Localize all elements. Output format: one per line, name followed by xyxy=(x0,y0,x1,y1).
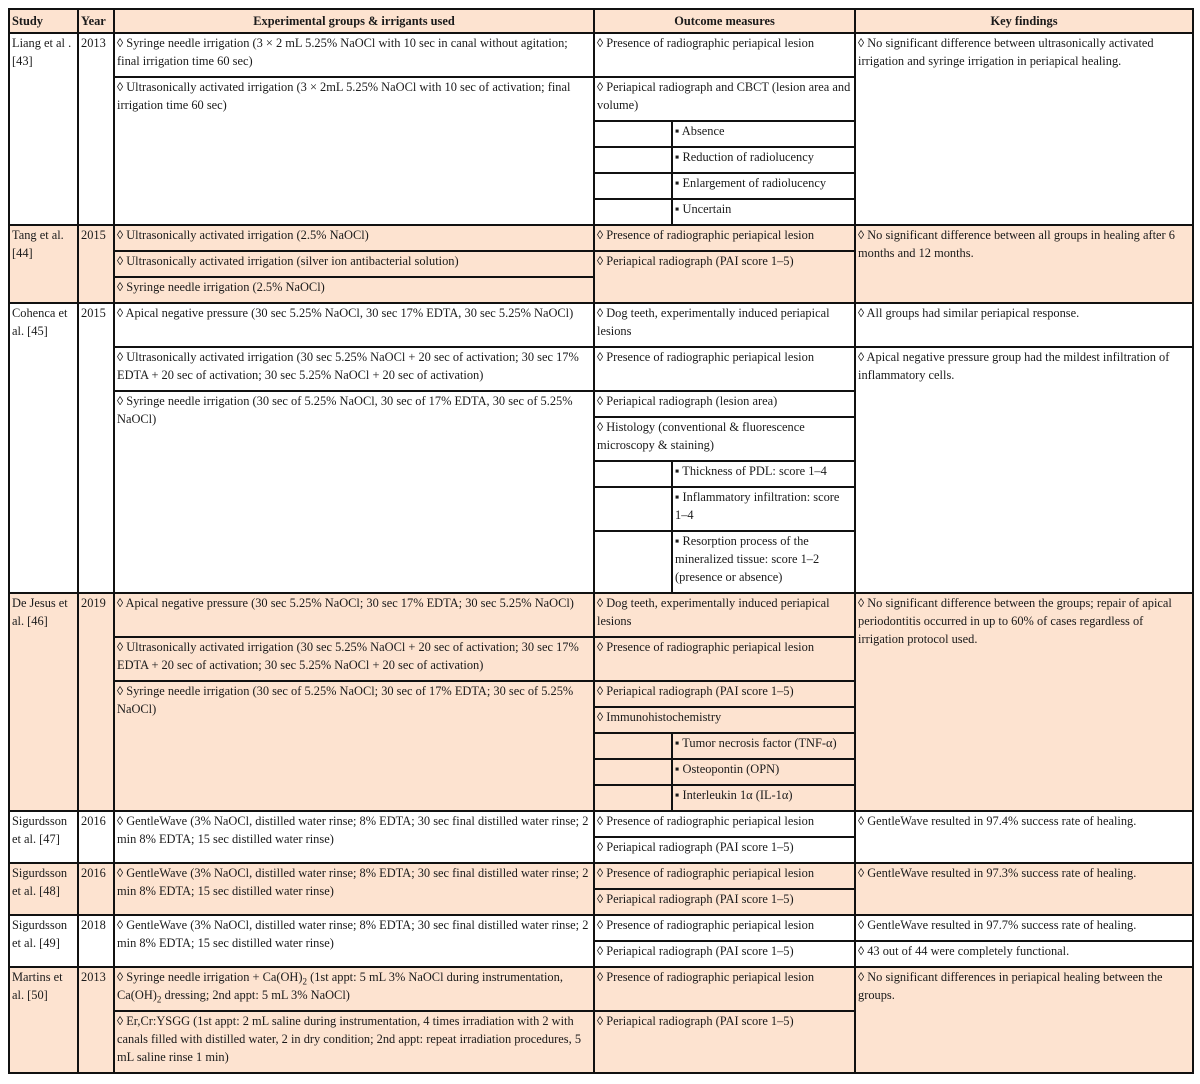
outcome-spacer xyxy=(594,173,672,199)
outcome-cell: ◊ Periapical radiograph (PAI score 1–5) xyxy=(594,681,855,707)
header-key-findings: Key findings xyxy=(855,9,1193,33)
outcome-cell: ◊ Periapical radiograph and CBCT (lesion area and volume) xyxy=(594,77,855,121)
outcome-cell: ◊ Presence of radiographic periapical lesion xyxy=(594,967,855,1011)
sub-outcome-cell: ▪ Absence xyxy=(672,121,855,147)
table-row xyxy=(9,225,1193,251)
outcome-spacer xyxy=(594,487,672,531)
outcome-cell: ◊ Presence of radiographic periapical lesion xyxy=(594,347,855,391)
sub-outcome-cell: ▪ Enlargement of radiolucency xyxy=(672,173,855,199)
outcome-cell: ◊ Periapical radiograph (PAI score 1–5) xyxy=(594,1011,855,1073)
study-cell: Sigurdsson et al. [48] xyxy=(9,863,78,915)
finding-cell: ◊ Apical negative pressure group had the mildest infiltration of inflammatory cells. xyxy=(855,347,1193,593)
group-cell: ◊ Apical negative pressure (30 sec 5.25% NaOCl, 30 sec 17% EDTA, 30 sec 5.25% NaOCl) xyxy=(114,303,594,347)
group-cell: ◊ Ultrasonically activated irrigation (30 sec 5.25% NaOCl + 20 sec of activation; 30 sec 17% EDTA + 20 sec of activation; 30 sec 5.25% NaOCl + 20 sec of activation) xyxy=(114,347,594,391)
outcome-spacer xyxy=(594,147,672,173)
year-cell: 2016 xyxy=(78,811,114,863)
year-cell: 2018 xyxy=(78,915,114,967)
sub-outcome-cell: ▪ Resorption process of the mineralized tissue: score 1–2 (presence or absence) xyxy=(672,531,855,593)
outcome-spacer xyxy=(594,733,672,759)
table-row xyxy=(9,347,1193,391)
year-cell: 2013 xyxy=(78,967,114,1073)
outcome-cell: ◊ Periapical radiograph (PAI score 1–5) xyxy=(594,251,855,303)
outcome-spacer xyxy=(594,531,672,593)
outcome-cell: ◊ Periapical radiograph (PAI score 1–5) xyxy=(594,889,855,915)
group-cell: ◊ Syringe needle irrigation (2.5% NaOCl) xyxy=(114,277,594,303)
outcome-cell: ◊ Dog teeth, experimentally induced periapical lesions xyxy=(594,303,855,347)
group-cell: ◊ Apical negative pressure (30 sec 5.25% NaOCl; 30 sec 17% EDTA; 30 sec 5.25% NaOCl) xyxy=(114,593,594,637)
table-row xyxy=(9,593,1193,637)
outcome-spacer xyxy=(594,461,672,487)
finding-cell: ◊ No significant difference between all groups in healing after 6 months and 12 months. xyxy=(855,225,1193,303)
sub-outcome-cell: ▪ Interleukin 1α (IL-1α) xyxy=(672,785,855,811)
sub-outcome-cell: ▪ Osteopontin (OPN) xyxy=(672,759,855,785)
group-cell: ◊ Ultrasonically activated irrigation (3 × 2mL 5.25% NaOCl with 10 sec of activation; final irrigation time 60 sec) xyxy=(114,77,594,225)
sub-outcome-cell: ▪ Reduction of radiolucency xyxy=(672,147,855,173)
year-cell: 2015 xyxy=(78,303,114,593)
table-row xyxy=(9,33,1193,77)
outcome-cell: ◊ Presence of radiographic periapical lesion xyxy=(594,33,855,77)
outcome-cell: ◊ Presence of radiographic periapical lesion xyxy=(594,811,855,837)
table-row xyxy=(9,863,1193,889)
header-study: Study xyxy=(9,9,78,33)
sub-outcome-cell: ▪ Inflammatory infiltration: score 1–4 xyxy=(672,487,855,531)
outcome-cell: ◊ Histology (conventional & fluorescence microscopy & staining) xyxy=(594,417,855,461)
outcome-spacer xyxy=(594,199,672,225)
study-cell: Cohenca et al. [45] xyxy=(9,303,78,593)
studies-table xyxy=(8,8,1194,1074)
group-cell: ◊ Syringe needle irrigation (3 × 2 mL 5.25% NaOCl with 10 sec in canal without agitation; final irrigation time 60 sec) xyxy=(114,33,594,77)
header-outcome-measures: Outcome measures xyxy=(594,9,855,33)
table-row xyxy=(9,967,1193,1011)
finding-cell: ◊ GentleWave resulted in 97.3% success rate of healing. xyxy=(855,863,1193,915)
finding-cell: ◊ No significant difference between the groups; repair of apical periodontitis occurred in up to 60% of cases regardless of irrigation protocol used. xyxy=(855,593,1193,811)
table-row xyxy=(9,303,1193,347)
table-row xyxy=(9,811,1193,837)
study-cell: Liang et al . [43] xyxy=(9,33,78,225)
study-cell: Sigurdsson et al. [49] xyxy=(9,915,78,967)
header-experimental-groups: Experimental groups & irrigants used xyxy=(114,9,594,33)
study-cell: Sigurdsson et al. [47] xyxy=(9,811,78,863)
group-cell: ◊ Ultrasonically activated irrigation (silver ion antibacterial solution) xyxy=(114,251,594,277)
finding-cell: ◊ GentleWave resulted in 97.4% success rate of healing. xyxy=(855,811,1193,863)
outcome-spacer xyxy=(594,121,672,147)
finding-cell: ◊ No significant differences in periapical healing between the groups. xyxy=(855,967,1193,1073)
header-year: Year xyxy=(78,9,114,33)
outcome-cell: ◊ Periapical radiograph (lesion area) xyxy=(594,391,855,417)
outcome-cell: ◊ Periapical radiograph (PAI score 1–5) xyxy=(594,837,855,863)
finding-cell: ◊ GentleWave resulted in 97.7% success rate of healing. xyxy=(855,915,1193,941)
outcome-spacer xyxy=(594,759,672,785)
outcome-cell: ◊ Presence of radiographic periapical lesion xyxy=(594,915,855,941)
finding-cell: ◊ No significant difference between ultrasonically activated irrigation and syringe irrigation in periapical healing. xyxy=(855,33,1193,225)
group-cell: ◊ GentleWave (3% NaOCl, distilled water rinse; 8% EDTA; 30 sec final distilled water rinse; 2 min 8% EDTA; 15 sec distilled water rinse) xyxy=(114,811,594,863)
finding-cell: ◊ All groups had similar periapical response. xyxy=(855,303,1193,347)
outcome-spacer xyxy=(594,785,672,811)
year-cell: 2016 xyxy=(78,863,114,915)
sub-outcome-cell: ▪ Uncertain xyxy=(672,199,855,225)
outcome-cell: ◊ Periapical radiograph (PAI score 1–5) xyxy=(594,941,855,967)
study-cell: Tang et al. [44] xyxy=(9,225,78,303)
sub-outcome-cell: ▪ Tumor necrosis factor (TNF-α) xyxy=(672,733,855,759)
table-row xyxy=(9,915,1193,941)
outcome-cell: ◊ Presence of radiographic periapical lesion xyxy=(594,225,855,251)
group-cell: ◊ Ultrasonically activated irrigation (30 sec 5.25% NaOCl + 20 sec of activation; 30 sec 17% EDTA + 20 sec of activation; 30 sec 5.25% NaOCl + 20 sec of activation) xyxy=(114,637,594,681)
group-cell: ◊ Er,Cr:YSGG (1st appt: 2 mL saline during instrumentation, 4 times irradiation with 2 with canals filled with distilled water, 2 in dry condition; 2nd appt: repeat irradiation procedures, 5 mL saline rinse 1 min) xyxy=(114,1011,594,1073)
finding-cell: ◊ 43 out of 44 were completely functional. xyxy=(855,941,1193,967)
group-cell: ◊ Syringe needle irrigation (30 sec of 5.25% NaOCl; 30 sec of 17% EDTA; 30 sec of 5.25% NaOCl) xyxy=(114,681,594,811)
study-cell: Martins et al. [50] xyxy=(9,967,78,1073)
year-cell: 2013 xyxy=(78,33,114,225)
study-cell: De Jesus et al. [46] xyxy=(9,593,78,811)
group-cell: ◊ Ultrasonically activated irrigation (2.5% NaOCl) xyxy=(114,225,594,251)
outcome-cell: ◊ Presence of radiographic periapical lesion xyxy=(594,637,855,681)
outcome-cell: ◊ Presence of radiographic periapical lesion xyxy=(594,863,855,889)
group-cell: ◊ GentleWave (3% NaOCl, distilled water rinse; 8% EDTA; 30 sec final distilled water rinse; 2 min 8% EDTA; 15 sec distilled water rinse) xyxy=(114,915,594,967)
outcome-cell: ◊ Dog teeth, experimentally induced periapical lesions xyxy=(594,593,855,637)
group-cell: ◊ Syringe needle irrigation (30 sec of 5.25% NaOCl, 30 sec of 17% EDTA, 30 sec of 5.25% NaOCl) xyxy=(114,391,594,593)
table-header-row xyxy=(9,9,1193,33)
year-cell: 2015 xyxy=(78,225,114,303)
sub-outcome-cell: ▪ Thickness of PDL: score 1–4 xyxy=(672,461,855,487)
group-cell: ◊ Syringe needle irrigation + $Ca(OH)_2$ (1st appt: 5 mL 3% NaOCl during instrumentation, $Ca(OH)_2$ dressing; 2nd appt: 5 mL 3% NaOCl) xyxy=(114,967,594,1011)
group-cell: ◊ GentleWave (3% NaOCl, distilled water rinse; 8% EDTA; 30 sec final distilled water rinse; 2 min 8% EDTA; 15 sec distilled water rinse) xyxy=(114,863,594,915)
outcome-cell: ◊ Immunohistochemistry xyxy=(594,707,855,733)
year-cell: 2019 xyxy=(78,593,114,811)
